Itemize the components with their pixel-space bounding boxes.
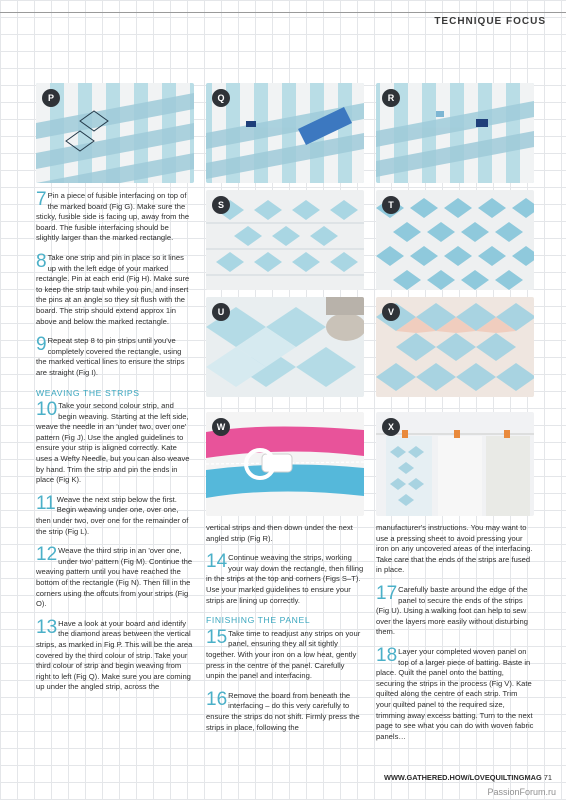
step-17 xyxy=(376,582,534,638)
step-18-number: 18 xyxy=(376,644,398,666)
watermark: PassionForum.ru xyxy=(487,787,556,797)
step-11-text: Weave the next strip below the first. Begin weaving under one, over one, then under two, over one for the remainder of the strip (Fig L). xyxy=(36,494,189,536)
step-7 xyxy=(36,191,194,244)
step-15 xyxy=(206,626,364,682)
step-12 xyxy=(36,546,194,610)
subhead-finishing: FINISHING THE PANEL xyxy=(206,615,311,626)
section-title: TECHNIQUE FOCUS xyxy=(434,16,546,27)
figure-v-badge: V xyxy=(382,303,400,321)
step-11-number: 11 xyxy=(36,492,56,514)
step-17-text: Carefully baste around the edge of the panel to secure the ends of the strips (Fig U). Using a walking foot can help to sew over the layers more easily without disturbing them. xyxy=(376,584,528,637)
text-column-2 xyxy=(206,523,364,742)
step-12-number: 12 xyxy=(36,544,58,566)
figure-u-photo xyxy=(206,297,364,397)
figure-w-photo xyxy=(206,412,364,516)
step-8-text: Take one strip and pin in place so it lines up with the left edge of your marked rectangle. Pin at each end (Fig H). Make sure to keep the strip taut while you pin, and insert the pins at an angle so they sit flush with the board. The strip should extend approx 1in above and below the marked rectangle. xyxy=(36,252,190,326)
step-18 xyxy=(376,644,534,742)
step-13-continued: vertical strips and then down under the next angled strip (Fig R). xyxy=(206,523,353,543)
figure-v-photo xyxy=(376,297,534,397)
figure-p-photo xyxy=(36,83,194,183)
step-10-text: Take your second colour strip, and begin weaving. Starting at the left side, weave the needle in an 'under two, over one' pattern (Fig J). Use the angled guidelines to ensure your strip is aligned correctly. Kate uses a Wefty Needle, but you can also weave by hand. Trim the strip and pin the ends in place (Fig K). xyxy=(36,401,190,485)
step-9-text: Repeat step 8 to pin strips until you've completely covered the rectangle, using the marked vertical lines to ensure the strips are straight (Fig I). xyxy=(36,336,185,377)
step-13-text: Have a look at your board and identify the diamond areas between the vertical strips, as marked in Fig P. This will be the area covered by the third colour of strip. Take your third colour of strip and begin weaving from right to left (Fig Q). Make sure you are coming up under the angled strip, across the xyxy=(36,618,193,692)
figure-r-badge: R xyxy=(382,89,400,107)
step-16-continued: manufacturer's instructions. You may want to use a pressing sheet to avoid pressing your iron on any uncovered areas of the interfacing. Take care that the ends of the strips are fused in place. xyxy=(376,523,533,575)
step-8 xyxy=(36,250,194,327)
step-12-text: Weave the third strip in an 'over one, under two' pattern (Fig M). Continue the weaving pattern until you have reached the bottom of the rectangle (Fig N). Then fill in the corners using the offcuts from your strips (Fig O). xyxy=(36,546,193,609)
step-10-number: 10 xyxy=(36,399,58,421)
figure-r-photo xyxy=(376,83,534,183)
figure-t-badge: T xyxy=(382,196,400,214)
step-15-number: 15 xyxy=(206,626,228,648)
step-11 xyxy=(36,492,194,537)
page-footer xyxy=(384,773,552,782)
step-17-number: 17 xyxy=(376,582,398,604)
figure-q-photo xyxy=(206,83,364,183)
figure-s-badge: S xyxy=(212,196,230,214)
figure-t-photo xyxy=(376,190,534,290)
figure-s-photo xyxy=(206,190,364,290)
step-9-number: 9 xyxy=(36,334,47,356)
step-9 xyxy=(36,336,194,378)
step-13-number: 13 xyxy=(36,616,58,638)
header-rule xyxy=(0,12,566,13)
step-18-text: Layer your completed woven panel on top of a larger piece of batting. Baste in place. Quilt the panel onto the batting, securing the strips in the process (Fig V). Kate quilted along the centre of each strip. Trim your quilted panel to the required size, trimming away excess batting. Turn to the next page to see what you can do with woven fabric panels… xyxy=(376,646,534,741)
step-14-number: 14 xyxy=(206,551,228,573)
figure-u-badge: U xyxy=(212,303,230,321)
text-column-1 xyxy=(36,191,194,702)
step-16-text: Remove the board from beneath the interfacing – do this very carefully to ensure the strips do not shift. Firmly press the strips in place, following the xyxy=(206,690,360,732)
step-16-number: 16 xyxy=(206,688,228,710)
text-column-3 xyxy=(376,523,534,751)
step-13 xyxy=(36,616,194,693)
step-7-text: Pin a piece of fusible interfacing on top of the marked board (Fig G). Make sure the sticky, fusible side is facing up, away from the board. The fusible interfacing should be slightly larger than the marked rectangle. xyxy=(36,191,190,243)
step-10 xyxy=(36,401,194,486)
step-7-number: 7 xyxy=(36,189,47,210)
step-8-number: 8 xyxy=(36,250,47,272)
step-14 xyxy=(206,553,364,606)
page-number: 71 xyxy=(543,773,552,782)
step-14-text: Continue weaving the strips, working your way down the rectangle, then filling in the strips at the top and corners (Figs S–T). Use your marked guidelines to ensure your strips are lining up correctly. xyxy=(206,553,364,605)
figure-w-badge: W xyxy=(212,418,230,436)
figure-q-badge: Q xyxy=(212,89,230,107)
step-16 xyxy=(206,688,364,733)
figure-x-photo xyxy=(376,412,534,516)
subhead-weaving: WEAVING THE STRIPS xyxy=(36,387,140,398)
figure-p-badge: P xyxy=(42,89,60,107)
step-15-text: Take time to readjust any strips on your panel, ensuring they all sit tightly together. With your iron on a low heat, gently press in the centre of the panel. Carefully unpin the panel and interfacing. xyxy=(206,628,361,681)
figure-x-badge: X xyxy=(382,418,400,436)
footer-url[interactable]: WWW.GATHERED.HOW/LOVEQUILTINGMAG xyxy=(383,773,542,782)
